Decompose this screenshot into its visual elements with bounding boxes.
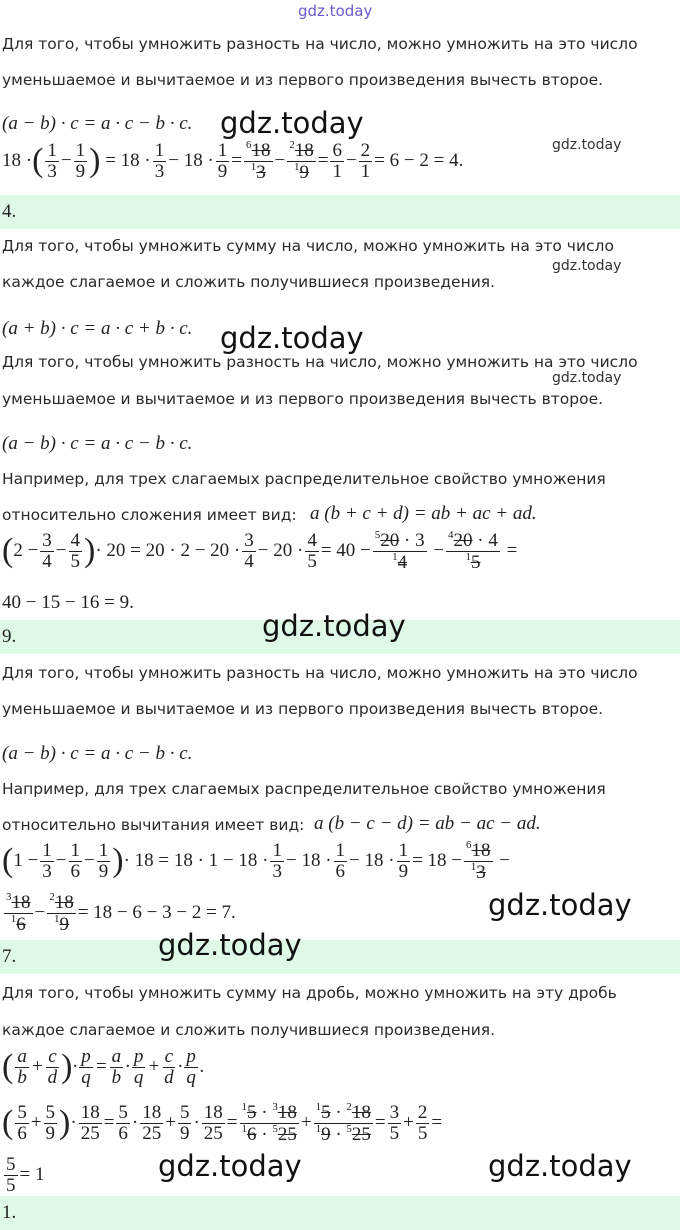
rule-text: Например, для трех слагаемых распределительное свойство умножения: [2, 780, 606, 798]
watermark: gdz.today: [552, 370, 622, 386]
rule-text: Например, для трех слагаемых распределительное свойство умножения: [2, 470, 606, 488]
rule-text: Для того, чтобы умножить сумму на число, можно умножить на это число: [2, 237, 614, 255]
example-expression: ( 2 − $\frac{3}{4}$ − $\frac{4}{5}$ ) · 20 = 20 · 2 − 20 · $\frac{3}{4}$ − 20 · $\frac{4}{5}$ = 40 − $\frac{^520 \cdot 3}{^14}$ − $\frac{^420 \cdot 4}{^15}$ =: [2, 529, 518, 573]
answer-value: 9.: [2, 626, 17, 647]
rule-text: Для того, чтобы умножить разность на число, можно умножить на это число: [2, 35, 638, 53]
answer-band: [0, 195, 680, 229]
example-expression: 18 · ( $\frac{1}{3}$ − $\frac{1}{9}$ ) = 18 · $\frac{1}{3}$ − 18 · $\frac{1}{9}$ = $\frac{^618}{^13}$ − $\frac{^218}{^19}$ = $\frac{6}{1}$ − $\frac{2}{1}$ = 6 − 2 = 4.: [2, 139, 464, 183]
watermark: gdz.today: [488, 1149, 632, 1183]
rule-text: относительно вычитания имеет вид:: [2, 816, 305, 834]
example-expression: $\frac{5}{5}$ = 1: [6, 1154, 45, 1196]
formula-difference: (a − b) · c = a · c − b · c.: [2, 433, 193, 454]
rule-text: каждое слагаемое и сложить получившиеся произведения.: [2, 1021, 496, 1039]
watermark: gdz.today: [552, 137, 622, 153]
rule-text: уменьшаемое и вычитаемое и из первого произведения вычесть второе.: [2, 700, 604, 718]
watermark: gdz.today: [488, 888, 632, 922]
formula-difference: (a − b) · c = a · c − b · c.: [2, 113, 193, 134]
answer-value: 7.: [2, 946, 17, 967]
watermark: gdz.today: [220, 321, 364, 355]
example-expression: ( 1 − $\frac{1}{3}$ − $\frac{1}{6}$ − $\frac{1}{9}$ ) · 18 = 18 · 1 − 18 · $\frac{1}{3}$ − 18 · $\frac{1}{6}$ − 18 · $\frac{1}{9}$ = 18 − $\frac{^618}{^13}$ −: [2, 839, 510, 883]
rule-text: уменьшаемое и вычитаемое и из первого произведения вычесть второе.: [2, 71, 604, 89]
answer-value: 1.: [2, 1202, 17, 1223]
example-result: = 1: [19, 1164, 45, 1186]
rule-text: относительно сложения имеет вид:: [2, 506, 297, 524]
answer-band: [0, 940, 680, 974]
watermark-top: gdz.today: [298, 2, 373, 20]
formula-sum: (a + b) · c = a · c + b · c.: [2, 318, 193, 339]
rule-text: Для того, чтобы умножить сумму на дробь, можно умножить на эту дробь: [2, 984, 617, 1002]
watermark: gdz.today: [158, 1149, 302, 1183]
example-result: 40 − 15 − 16 = 9.: [2, 592, 134, 613]
example-expression: $\frac{^318}{^16}$ − $\frac{^218}{^19}$ = 18 − 6 − 3 − 2 = 7.: [6, 891, 236, 935]
formula-fraction: ( $\frac{a}{b}$ + $\frac{c}{d}$ ) · $\frac{p}{q}$ = $\frac{a}{b}$ · $\frac{p}{q}$ + $\frac{c}{d}$ · $\frac{p}{q}$ .: [2, 1046, 205, 1088]
formula-three-sub: a (b − c − d) = ab − ac − ad.: [314, 813, 541, 834]
watermark: gdz.today: [220, 106, 364, 140]
formula-difference: (a − b) · c = a · c − b · c.: [2, 743, 193, 764]
example-result: = 18 − 6 − 3 − 2 = 7.: [77, 902, 236, 924]
watermark: gdz.today: [262, 609, 406, 643]
answer-value: 4.: [2, 201, 17, 222]
example-expression: ( $\frac{5}{6}$ + $\frac{5}{9}$ ) · $\frac{18}{25}$ = $\frac{5}{6}$ · $\frac{18}{25}$ + $\frac{5}{9}$ · $\frac{18}{25}$ = $\frac{^15 \cdot ^318}{^16 \cdot ^525}$ + $\frac{^15 \cdot ^218}{^19 \cdot ^525}$ = $\frac{3}{5}$ + $\frac{2}{5}$ =: [2, 1101, 443, 1145]
formula-three-add: a (b + c + d) = ab + ac + ad.: [310, 503, 537, 524]
rule-text: уменьшаемое и вычитаемое и из первого произведения вычесть второе.: [2, 390, 604, 408]
rule-text: Для того, чтобы умножить разность на число, можно умножить на это число: [2, 664, 638, 682]
watermark: gdz.today: [158, 928, 302, 962]
answer-band: [0, 1196, 680, 1230]
rule-text: Для того, чтобы умножить разность на число, можно умножить на это число: [2, 353, 638, 371]
watermark: gdz.today: [552, 258, 622, 274]
rule-text: каждое слагаемое и сложить получившиеся произведения.: [2, 273, 496, 291]
